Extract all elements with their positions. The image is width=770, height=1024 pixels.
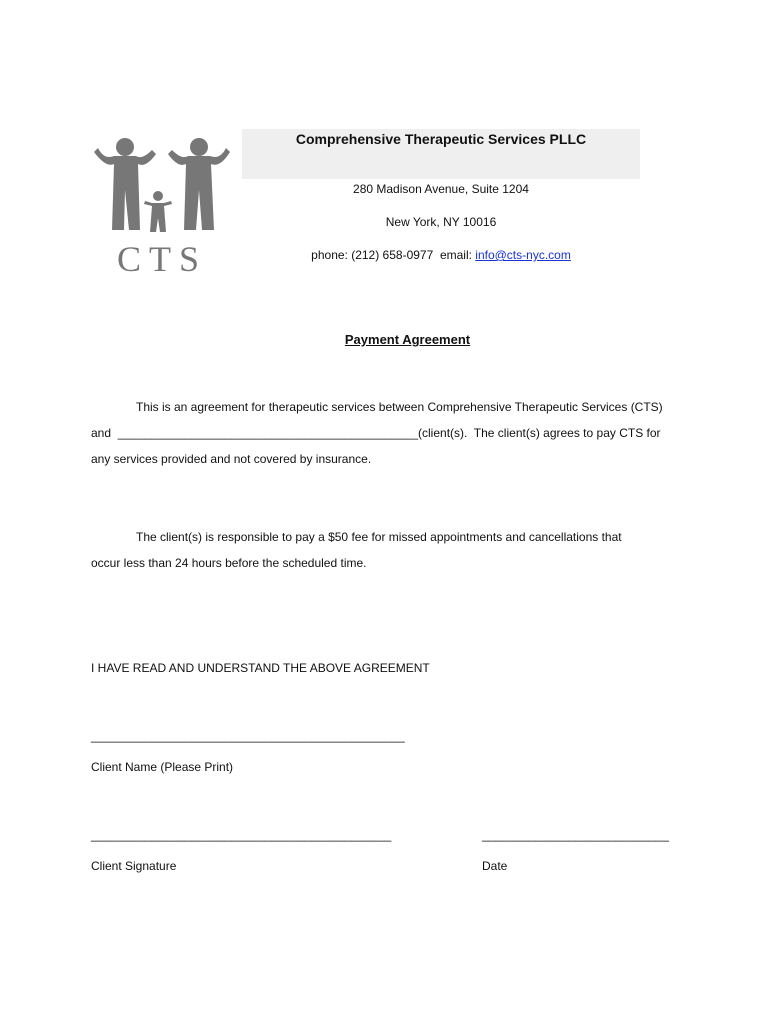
date-label: Date [482, 859, 508, 873]
client-signature-line[interactable]: _____________________________________________ [91, 828, 392, 842]
contact-phone: phone: (212) 658-0977 email: [311, 248, 476, 262]
date-line[interactable]: ____________________________ [482, 828, 669, 842]
family-logo-icon [92, 134, 232, 276]
client-signature-label: Client Signature [91, 859, 177, 873]
address-line-1: 280 Madison Avenue, Suite 1204 [353, 182, 529, 196]
company-name: Comprehensive Therapeutic Services PLLC [295, 131, 587, 147]
acknowledgement-statement: I HAVE READ AND UNDERSTAND THE ABOVE AGREEMENT [91, 661, 430, 675]
para1-line2: and _____________________________________________(client(s). The client(s) agrees to pay CTS for [91, 426, 661, 440]
para2-line2: occur less than 24 hours before the scheduled time. [91, 556, 367, 570]
para2-line1: The client(s) is responsible to pay a $50 fee for missed appointments and cancellations that [136, 530, 622, 544]
address-line-2: New York, NY 10016 [385, 215, 497, 229]
logo-text: CTS [116, 239, 208, 276]
client-name-label: Client Name (Please Print) [91, 760, 234, 774]
email-link[interactable]: info@cts-nyc.com [475, 248, 571, 262]
client-name-line[interactable]: _______________________________________________ [91, 729, 405, 743]
cts-logo [92, 134, 232, 276]
para1-line3: any services provided and not covered by insurance. [91, 452, 372, 466]
document-title: Payment Agreement [344, 332, 471, 347]
para1-line1: This is an agreement for therapeutic services between Comprehensive Therapeutic Services (CTS) [136, 400, 663, 414]
contact-line [242, 247, 640, 263]
